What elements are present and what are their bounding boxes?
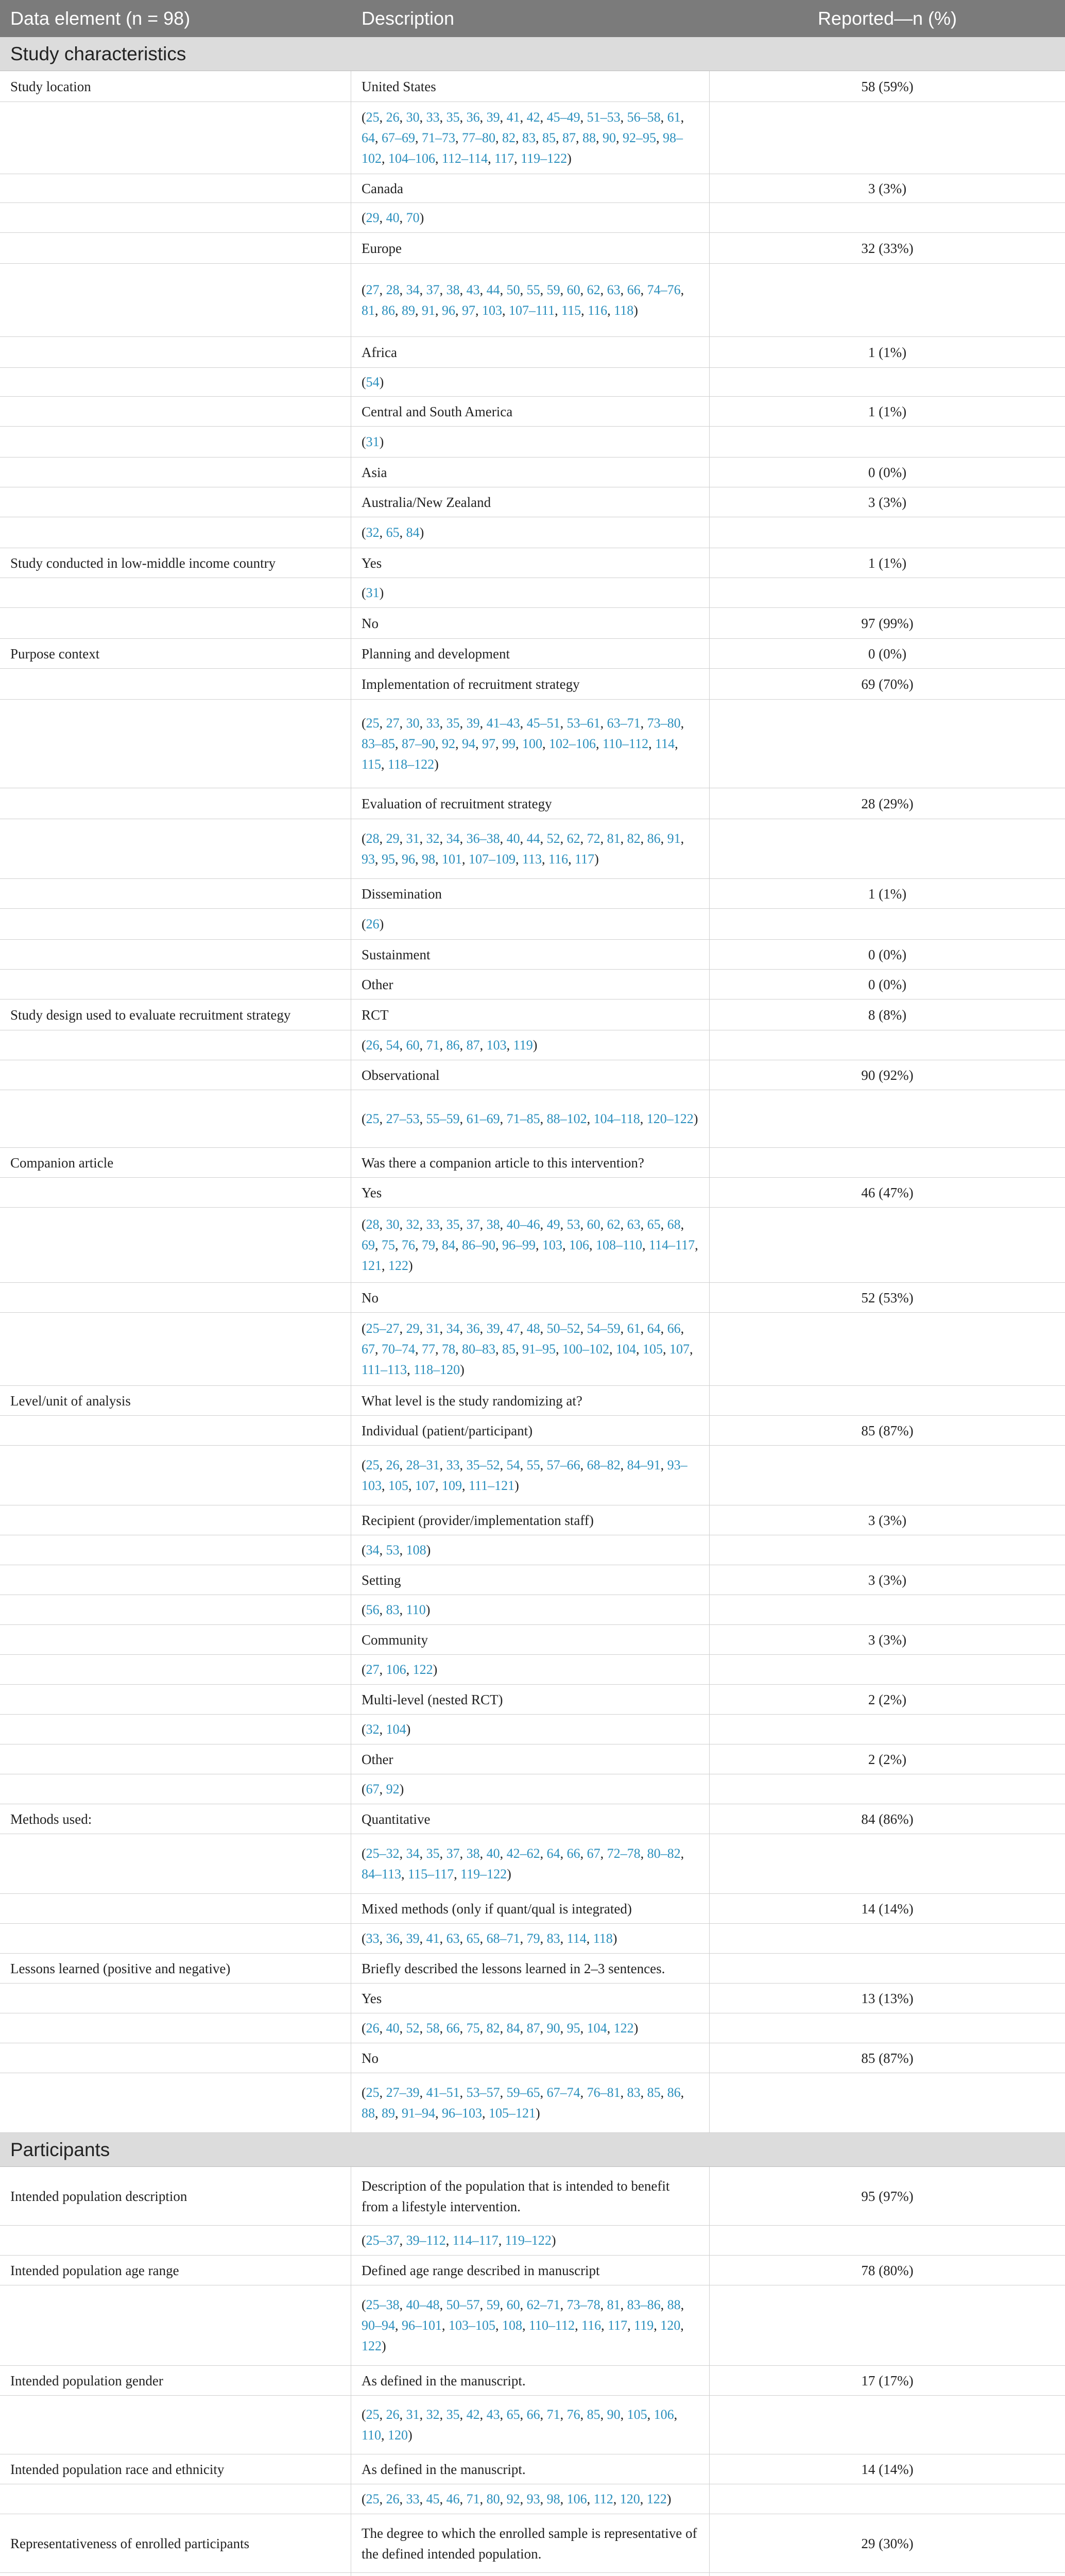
reference-row — [0, 1313, 1065, 1386]
description-cell: The degree to which the enrolled sample is representative of the defined intended population. — [351, 2514, 710, 2572]
data-element-cell — [0, 1595, 351, 1624]
reference-row — [0, 2396, 1065, 2454]
reported-cell: 95 (97%) — [861, 2188, 914, 2204]
data-element-cell — [0, 368, 351, 396]
data-element-cell — [0, 2043, 351, 2073]
table-row — [0, 1685, 1065, 1715]
reference-list[interactable]: (26, 40, 52, 58, 66, 75, 82, 84, 87, 90, 95, 104, 122) — [362, 2020, 639, 2036]
reported-cell: 97 (99%) — [861, 615, 914, 631]
reference-list[interactable]: (32, 65, 84) — [362, 524, 424, 540]
reference-row — [0, 2285, 1065, 2366]
table-row — [0, 1804, 1065, 1834]
reported-cell — [710, 2285, 1065, 2365]
reference-row — [0, 1090, 1065, 1148]
reference-cell — [351, 427, 710, 457]
column-header-data-element: Data element (n = 98) — [10, 8, 191, 29]
column-header-reported: Reported—n (%) — [817, 8, 957, 29]
reference-list[interactable]: (28, 29, 31, 32, 34, 36–38, 40, 44, 52, 62, 72, 81, 82, 86, 91, 93, 95, 96, 98, 101, 107–109, 113, 116, 117) — [362, 831, 684, 867]
data-element-cell — [0, 1283, 351, 1312]
section-header: Participants — [0, 2133, 1065, 2167]
reported-cell: 1 (1%) — [868, 403, 907, 419]
reference-row — [0, 102, 1065, 174]
reference-list[interactable]: (25, 27, 30, 33, 35, 39, 41–43, 45–51, 53–61, 63–71, 73–80, 83–85, 87–90, 92, 94, 97, 99, 100, 102–106, 110–112, 114, 115, 118–122) — [362, 715, 684, 772]
data-element-cell — [0, 2396, 351, 2454]
reference-row — [0, 203, 1065, 233]
reported-cell: 14 (14%) — [861, 2461, 914, 2477]
reported-cell — [710, 102, 1065, 174]
table-row — [0, 2366, 1065, 2396]
reference-list[interactable]: (28, 30, 32, 33, 35, 37, 38, 40–46, 49, 53, 60, 62, 63, 65, 68, 69, 75, 76, 79, 84, 86–90, 96–99, 103, 106, 108–110, 114–117, 121, 122) — [362, 1216, 698, 1273]
reported-cell — [710, 2013, 1065, 2043]
reported-cell — [710, 1446, 1065, 1505]
reported-cell — [710, 1386, 1065, 1415]
reported-cell — [710, 1090, 1065, 1147]
table-row — [0, 1744, 1065, 1774]
reported-cell — [710, 2484, 1065, 2514]
reported-cell: 3 (3%) — [868, 1572, 907, 1588]
table-row — [0, 940, 1065, 970]
table-row — [0, 174, 1065, 203]
table-row — [0, 2514, 1065, 2573]
description-cell: Recipient (provider/implementation staff) — [351, 1505, 710, 1535]
data-element-cell — [0, 203, 351, 232]
description-cell: RCT — [351, 999, 710, 1030]
table-row — [0, 2454, 1065, 2484]
data-element-cell: Lessons learned (positive and negative) — [0, 1954, 351, 1983]
reference-row — [0, 2073, 1065, 2133]
reference-cell — [351, 1030, 710, 1060]
reference-row — [0, 427, 1065, 457]
description-cell: Australia/New Zealand — [351, 487, 710, 517]
reported-cell: 3 (3%) — [868, 494, 907, 510]
reference-cell — [351, 1715, 710, 1744]
reported-cell: 2 (2%) — [868, 1691, 907, 1707]
reference-row — [0, 1924, 1065, 1954]
reported-cell — [710, 1924, 1065, 1953]
reference-list[interactable]: (25, 26, 33, 45, 46, 71, 80, 92, 93, 98, 106, 112, 120, 122) — [362, 2491, 672, 2506]
description-cell: Quantitative — [351, 1804, 710, 1834]
reported-cell: 17 (17%) — [861, 2372, 914, 2388]
data-element-cell — [0, 1060, 351, 1090]
table-header — [0, 0, 1065, 37]
data-element-cell — [0, 1984, 351, 2013]
description-cell: Was there a companion article to this intervention? — [351, 1148, 710, 1177]
description-cell: Description of the population that is intended to benefit from a lifestyle intervention. — [351, 2167, 710, 2225]
data-element-cell: Study location — [0, 71, 351, 101]
reference-row — [0, 264, 1065, 337]
reference-list[interactable]: (33, 36, 39, 41, 63, 65, 68–71, 79, 83, 114, 118) — [362, 1930, 617, 1946]
reported-cell — [710, 2396, 1065, 2454]
data-element-cell: Study design used to evaluate recruitment strategy — [0, 999, 351, 1030]
reported-cell: 1 (1%) — [868, 886, 907, 902]
description-cell: Setting — [351, 1565, 710, 1595]
reference-cell — [351, 1208, 710, 1282]
reported-cell — [710, 264, 1065, 336]
reported-cell: 29 (30%) — [861, 2535, 914, 2551]
reference-row — [0, 1208, 1065, 1283]
description-cell: Planning and development — [351, 639, 710, 668]
reported-cell — [710, 1030, 1065, 1060]
column-header-description: Description — [362, 8, 455, 29]
reference-list[interactable]: (25–27, 29, 31, 34, 36, 39, 47, 48, 50–52, 54–59, 61, 64, 66, 67, 70–74, 77, 78, 80–83, 85, 91–95, 100–102, 104, 105, 107, 111–113, 118–120) — [362, 1320, 693, 1377]
reported-cell: 52 (53%) — [861, 1290, 914, 1306]
reported-cell: 1 (1%) — [868, 344, 907, 360]
reported-cell: 85 (87%) — [861, 2050, 914, 2066]
data-element-cell — [0, 909, 351, 939]
reported-cell — [710, 1954, 1065, 1983]
reference-cell — [351, 102, 710, 174]
reference-cell — [351, 578, 710, 607]
data-element-cell: Intended population gender — [0, 2366, 351, 2395]
description-cell: Other — [351, 1744, 710, 1774]
reference-cell — [351, 1090, 710, 1147]
data-element-cell: Purpose context — [0, 639, 351, 668]
table-row — [0, 1416, 1065, 1446]
table-row — [0, 669, 1065, 700]
reference-cell — [351, 368, 710, 396]
data-element-cell — [0, 427, 351, 457]
description-cell: Evaluation of recruitment strategy — [351, 788, 710, 819]
reference-row — [0, 1715, 1065, 1744]
data-element-cell — [0, 174, 351, 202]
reference-cell — [351, 517, 710, 548]
reference-list[interactable]: (25, 26, 30, 33, 35, 36, 39, 41, 42, 45–49, 51–53, 56–58, 61, 64, 67–69, 71–73, 77–80, 82, 83, 85, 87, 88, 90, 92–95, 98–102, 104–106, 112–114, 117, 119–122) — [362, 109, 684, 166]
data-element-cell — [0, 264, 351, 336]
reference-cell — [351, 2396, 710, 2454]
reference-cell — [351, 1655, 710, 1684]
data-element-cell: Companion article — [0, 1148, 351, 1177]
table-row — [0, 397, 1065, 427]
reference-list[interactable]: (29, 40, 70) — [362, 210, 424, 225]
reference-cell — [351, 700, 710, 788]
table-row — [0, 970, 1065, 999]
table-body — [0, 37, 1065, 2576]
data-element-cell — [0, 1834, 351, 1893]
data-element-cell — [0, 1178, 351, 1207]
reported-cell — [710, 700, 1065, 788]
reference-row — [0, 1535, 1065, 1565]
description-cell: As defined in the manuscript. — [351, 2454, 710, 2484]
description-cell: Central and South America — [351, 397, 710, 426]
data-element-cell — [0, 1924, 351, 1953]
data-element-cell — [0, 1744, 351, 1774]
data-element-cell — [0, 1894, 351, 1923]
reference-row — [0, 1595, 1065, 1625]
reported-cell: 46 (47%) — [861, 1184, 914, 1200]
reported-cell: 2 (2%) — [868, 1751, 907, 1767]
data-element-cell — [0, 1208, 351, 1282]
reference-list[interactable]: (25, 26, 28–31, 33, 35–52, 54, 55, 57–66, 68–82, 84–91, 93–103, 105, 107, 109, 111–121) — [362, 1457, 688, 1493]
data-element-cell — [0, 1774, 351, 1804]
table-row — [0, 1954, 1065, 1984]
table-row — [0, 457, 1065, 487]
data-element-cell — [0, 2226, 351, 2255]
reference-cell — [351, 1924, 710, 1953]
reference-list[interactable]: (27, 28, 34, 37, 38, 43, 44, 50, 55, 59, 60, 62, 63, 66, 74–76, 81, 86, 89, 91, 96, 97, 103, 107–111, 115, 116, 118) — [362, 282, 684, 318]
reported-cell: 3 (3%) — [868, 180, 907, 196]
reported-cell — [710, 578, 1065, 607]
data-element-cell — [0, 1030, 351, 1060]
reference-row — [0, 578, 1065, 608]
description-cell: United States — [351, 71, 710, 101]
reference-row — [0, 1446, 1065, 1505]
table-row — [0, 879, 1065, 909]
data-element-cell: Study conducted in low-middle income country — [0, 548, 351, 578]
description-cell: Africa — [351, 337, 710, 367]
reference-row — [0, 909, 1065, 940]
reported-cell: 14 (14%) — [861, 1901, 914, 1917]
reference-cell — [351, 819, 710, 878]
reported-cell: 78 (80%) — [861, 2262, 914, 2278]
data-element-cell — [0, 233, 351, 263]
table-row — [0, 548, 1065, 578]
reported-cell: 69 (70%) — [861, 676, 914, 692]
reference-row — [0, 1774, 1065, 1804]
data-element-cell — [0, 1090, 351, 1147]
description-cell: No — [351, 608, 710, 638]
reference-list[interactable]: (54) — [362, 374, 384, 389]
description-cell: No — [351, 1283, 710, 1312]
table-row — [0, 1894, 1065, 1924]
table-row — [0, 71, 1065, 102]
table-row — [0, 639, 1065, 669]
reported-cell: 0 (0%) — [868, 464, 907, 480]
reference-cell — [351, 2226, 710, 2255]
data-element-cell — [0, 1313, 351, 1385]
reference-cell — [351, 1446, 710, 1505]
data-element-cell — [0, 337, 351, 367]
reference-row — [0, 2226, 1065, 2256]
reference-row — [0, 1030, 1065, 1060]
table-row — [0, 788, 1065, 819]
reported-cell — [710, 427, 1065, 457]
description-cell: No — [351, 2043, 710, 2073]
reference-list[interactable]: (25, 26, 31, 32, 35, 42, 43, 65, 66, 71, 76, 85, 90, 105, 106, 110, 120) — [362, 2406, 678, 2443]
data-element-cell — [0, 669, 351, 699]
reported-cell: 0 (0%) — [868, 646, 907, 662]
description-cell: Yes — [351, 548, 710, 578]
reported-cell: 58 (59%) — [861, 78, 914, 94]
table-row — [0, 2043, 1065, 2073]
reported-cell: 0 (0%) — [868, 946, 907, 962]
table-row — [0, 1178, 1065, 1208]
reported-cell — [710, 909, 1065, 939]
table-row — [0, 2167, 1065, 2226]
reference-row — [0, 819, 1065, 879]
data-element-cell — [0, 397, 351, 426]
data-element-cell — [0, 1535, 351, 1565]
reported-cell: 13 (13%) — [861, 1990, 914, 2006]
reference-cell — [351, 2484, 710, 2514]
description-cell: Briefly described the lessons learned in 2–3 sentences. — [351, 1954, 710, 1983]
description-cell: Multi-level (nested RCT) — [351, 1685, 710, 1714]
table-row — [0, 2256, 1065, 2285]
reference-row — [0, 368, 1065, 397]
description-cell: Sustainment — [351, 940, 710, 969]
reported-cell — [710, 2226, 1065, 2255]
data-element-cell — [0, 517, 351, 548]
description-cell: Yes — [351, 1984, 710, 2013]
description-cell: Implementation of recruitment strategy — [351, 669, 710, 699]
reference-cell — [351, 1834, 710, 1893]
description-cell: Asia — [351, 457, 710, 487]
data-element-cell: Methods used: — [0, 1804, 351, 1834]
reference-cell — [351, 1774, 710, 1804]
data-element-cell — [0, 788, 351, 819]
reference-list[interactable]: (34, 53, 108) — [362, 1542, 431, 1557]
reported-cell — [710, 368, 1065, 396]
data-element-cell — [0, 457, 351, 487]
section-header: Study characteristics — [0, 37, 1065, 71]
reported-cell — [710, 1655, 1065, 1684]
reference-cell — [351, 2013, 710, 2043]
reference-row — [0, 2013, 1065, 2043]
data-element-cell — [0, 1505, 351, 1535]
table-row — [0, 1505, 1065, 1535]
reported-cell — [710, 517, 1065, 548]
data-element-cell — [0, 2484, 351, 2514]
data-element-cell — [0, 608, 351, 638]
reported-cell: 28 (29%) — [861, 795, 914, 811]
data-element-cell — [0, 1715, 351, 1744]
reported-cell — [710, 1208, 1065, 1282]
reference-list[interactable]: (56, 83, 110) — [362, 1602, 431, 1617]
reported-cell — [710, 2573, 1065, 2576]
reported-cell: 90 (92%) — [861, 1067, 914, 1083]
data-element-cell — [0, 1655, 351, 1684]
data-element-cell — [0, 1416, 351, 1445]
data-element-cell — [0, 879, 351, 908]
reference-row — [0, 517, 1065, 548]
reported-cell — [710, 819, 1065, 878]
data-element-cell — [0, 2073, 351, 2132]
reference-list[interactable]: (25–37, 39–112, 114–117, 119–122) — [362, 2232, 556, 2248]
table-row — [0, 1148, 1065, 1178]
description-cell: Other — [351, 970, 710, 999]
data-element-cell — [0, 102, 351, 174]
reference-list[interactable]: (26) — [362, 916, 384, 931]
data-element-cell — [0, 1625, 351, 1654]
description-cell: Observational — [351, 1060, 710, 1090]
data-element-cell — [0, 2573, 351, 2576]
table-row — [0, 337, 1065, 368]
description-cell: Individual (patient/participant) — [351, 1416, 710, 1445]
table-row — [0, 999, 1065, 1030]
reported-cell — [710, 203, 1065, 232]
description-cell: Europe — [351, 233, 710, 263]
description-cell: Dissemination — [351, 879, 710, 908]
description-cell: What level is the study randomizing at? — [351, 1386, 710, 1415]
table-row — [0, 1283, 1065, 1313]
data-element-cell: Intended population age range — [0, 2256, 351, 2285]
data-element-cell — [0, 2013, 351, 2043]
reference-list[interactable]: (25, 27–39, 41–51, 53–57, 59–65, 67–74, 76–81, 83, 85, 86, 88, 89, 91–94, 96–103, 105–121) — [362, 2084, 684, 2121]
reference-list[interactable]: (25, 27–53, 55–59, 61–69, 71–85, 88–102, 104–118, 120–122) — [362, 1111, 698, 1126]
reported-cell: 32 (33%) — [861, 240, 914, 256]
table-row — [0, 1386, 1065, 1416]
table-row — [0, 608, 1065, 639]
reference-cell — [351, 203, 710, 232]
reference-row — [0, 700, 1065, 788]
table-row — [0, 487, 1065, 517]
reference-list[interactable]: (31) — [362, 585, 384, 600]
table-row — [0, 1984, 1065, 2013]
reference-cell — [351, 1313, 710, 1385]
reported-cell: 84 (86%) — [861, 1811, 914, 1827]
reference-list[interactable]: (25–32, 34, 35, 37, 38, 40, 42–62, 64, 66, 67, 72–78, 80–82, 84–113, 115–117, 119–122) — [362, 1845, 684, 1882]
reported-cell — [710, 1715, 1065, 1744]
description-cell: Yes — [351, 1178, 710, 1207]
data-element-cell — [0, 940, 351, 969]
description-cell: Community — [351, 1625, 710, 1654]
reference-cell — [351, 2285, 710, 2365]
data-element-cell — [0, 1685, 351, 1714]
description-cell: Mixed methods (only if quant/qual is integrated) — [351, 1894, 710, 1923]
data-element-cell: Intended population description — [0, 2167, 351, 2225]
reference-cell — [351, 264, 710, 336]
data-element-cell: Level/unit of analysis — [0, 1386, 351, 1415]
reference-cell — [351, 1535, 710, 1565]
reported-cell — [710, 1774, 1065, 1804]
reference-list[interactable]: (26, 54, 60, 71, 86, 87, 103, 119) — [362, 1037, 538, 1053]
description-cell: Canada — [351, 174, 710, 202]
reported-cell — [710, 1148, 1065, 1177]
reference-list[interactable]: (32, 104) — [362, 1721, 411, 1737]
reference-cell — [351, 909, 710, 939]
reported-cell: 85 (87%) — [861, 1422, 914, 1438]
reported-cell: 3 (3%) — [868, 1512, 907, 1528]
reported-cell — [710, 1595, 1065, 1624]
reference-cell — [351, 1595, 710, 1624]
reference-row — [0, 1655, 1065, 1685]
reported-cell — [710, 1834, 1065, 1893]
reported-cell: 3 (3%) — [868, 1632, 907, 1648]
reference-list[interactable]: (31) — [362, 434, 384, 449]
reported-cell: 1 (1%) — [868, 555, 907, 571]
data-element-cell — [0, 1565, 351, 1595]
reference-cell — [351, 2573, 710, 2576]
reported-cell: 0 (0%) — [868, 976, 907, 992]
reported-cell — [710, 2073, 1065, 2132]
reference-row — [0, 1834, 1065, 1894]
reference-row — [0, 2484, 1065, 2514]
reference-list[interactable]: (67, 92) — [362, 1781, 404, 1797]
data-element-cell — [0, 487, 351, 517]
reference-row — [0, 2573, 1065, 2576]
data-element-cell — [0, 819, 351, 878]
table-row — [0, 1565, 1065, 1595]
data-element-cell — [0, 1446, 351, 1505]
data-element-cell — [0, 970, 351, 999]
data-element-cell: Representativeness of enrolled participants — [0, 2514, 351, 2572]
reference-list[interactable]: (27, 106, 122) — [362, 1662, 438, 1677]
data-element-cell: Intended population race and ethnicity — [0, 2454, 351, 2484]
data-element-cell — [0, 700, 351, 788]
reported-cell — [710, 1535, 1065, 1565]
reference-cell — [351, 2073, 710, 2132]
data-element-cell — [0, 578, 351, 607]
reported-cell: 8 (8%) — [868, 1007, 907, 1023]
description-cell: Defined age range described in manuscript — [351, 2256, 710, 2285]
reference-list[interactable]: (25–38, 40–48, 50–57, 59, 60, 62–71, 73–78, 81, 83–86, 88, 90–94, 96–101, 103–105, 108, 110–112, 116, 117, 119, 120, 122) — [362, 2297, 684, 2353]
data-element-cell — [0, 2285, 351, 2365]
table-row — [0, 233, 1065, 264]
description-cell: As defined in the manuscript. — [351, 2366, 710, 2395]
reported-cell — [710, 1313, 1065, 1385]
table-row — [0, 1625, 1065, 1655]
table-row — [0, 1060, 1065, 1090]
